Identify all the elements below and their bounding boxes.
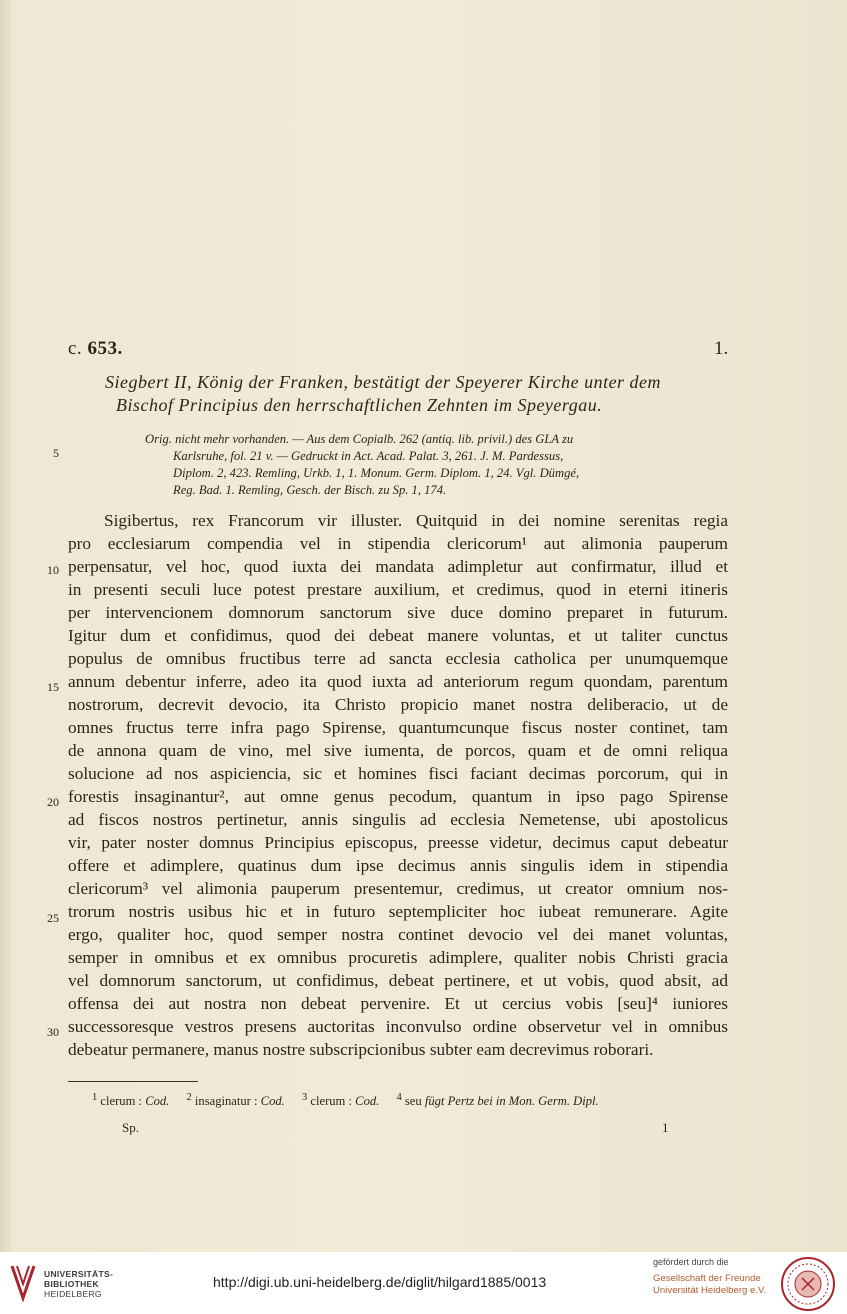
footnote-text: clerum : [100, 1094, 143, 1109]
body-line: annum debentur inferre, adeo ita quod iuxta ad anteriorum regum quondam, parentum [68, 672, 728, 691]
body-line: vel domnorum sanctorum, ut confidimus, debeat pertinere, et ut vobis, quod absit, ad [68, 971, 728, 990]
footnote-source: Cod. [355, 1094, 380, 1109]
body-line: Igitur dum et confidimus, quod dei debeat manere voluntas, et ut taliter cunctus [68, 626, 728, 645]
footnote-source: Cod. [260, 1094, 285, 1109]
footnote-text: clerum : [310, 1094, 353, 1109]
body-line: populus de omnibus fructibus terre ad sancta ecclesia catholica per unumquemque [68, 649, 728, 668]
library-name-line: UNIVERSITÄTS- [44, 1269, 114, 1279]
footnote-text: insaginatur : [194, 1094, 258, 1109]
body-line: semper in omnibus et ex omnibus procuretis adimplere, qualiter nobis Christi gracia [68, 948, 728, 967]
sponsor-label: gefördert durch die [653, 1257, 729, 1267]
signature-mark: Sp. [122, 1120, 139, 1135]
body-line: Sigibertus, rex Francorum vir illuster. Quitquid in dei nomine serenitas regia [104, 511, 728, 530]
library-logo-icon[interactable] [9, 1262, 37, 1302]
body-line: omnes fructus terre infra pago Spirense, quantumcunque fiscus noster continet, tam [68, 718, 728, 737]
body-line: nostrorum, decrevit devocio, ita Christo propicio manet nostra deliberacio, ut de [68, 695, 728, 714]
charter-number: 653. [87, 338, 123, 359]
body-line: in presenti seculi luce potest prestare auxilium, et credimus, quod in eterni itineris [68, 580, 728, 599]
university-seal-icon[interactable] [780, 1256, 836, 1312]
footnote-mark: 2 [186, 1092, 192, 1103]
source-note-4: Reg. Bad. 1. Remling, Gesch. der Bisch. zu Sp. 1, 174. [173, 483, 447, 497]
sponsor-name-line: Gesellschaft der Freunde [653, 1273, 761, 1284]
line-number-30: 30 [47, 1025, 59, 1039]
footnote-source: fügt Pertz bei in Mon. Germ. Dipl. [424, 1094, 599, 1109]
footnotes [92, 1092, 599, 1109]
line-number-5: 5 [53, 446, 59, 460]
charter-prefix: c. [68, 338, 83, 359]
title-line-1: Siegbert II, König der Franken, bestätigt der Speyerer Kirche unter dem [105, 372, 662, 392]
library-name [44, 1269, 113, 1299]
source-note-3: Diplom. 2, 423. Remling, Urkb. 1, 1. Monum. Germ. Diplom. 1, 24. Vgl. Dümgé, [173, 466, 580, 480]
body-line: ergo, qualiter hoc, quod semper nostra continet devocio vel dei manet voluntas, [68, 925, 728, 944]
body-line: ad fiscos nostros pertinetur, annis singulis ad ecclesia Nemetense, ubi apostolicus [68, 810, 728, 829]
line-number-10: 10 [47, 563, 59, 577]
body-line: trorum nostris usibus hic et in futuro septempliciter hoc iubeat remunerare. Agite [68, 902, 728, 921]
line-number-25: 25 [47, 911, 59, 925]
footnote-rule [68, 1081, 198, 1082]
charter-date [68, 338, 123, 360]
source-note-1: Orig. nicht mehr vorhanden. — Aus dem Copialb. 262 (antiq. lib. privil.) des GLA zu [145, 432, 574, 446]
footnote-mark: 1 [92, 1092, 98, 1103]
body-line: clericorum³ vel alimonia pauperum presentemur, credimus, ut creator omnium nos- [68, 879, 728, 898]
library-name-line: HEIDELBERG [44, 1289, 102, 1299]
body-line: offere et adimplere, quatinus dum ipse decimus annis singulis idem in stipendia [68, 856, 728, 875]
body-line: debeatur permanere, manus nostre subscripcionibus subter eam decrevimus roborari. [68, 1040, 654, 1059]
viewer-footer [0, 1252, 847, 1314]
source-note-2: Karlsruhe, fol. 21 v. — Gedruckt in Act. Acad. Palat. 3, 261. J. M. Pardessus, [173, 449, 564, 463]
footnote-mark: 3 [301, 1092, 308, 1103]
body-line: de annona quam de vino, mel sive iumenta, de porcos, quam et de omni reliqua [68, 741, 728, 760]
signature-number: 1 [662, 1120, 669, 1135]
body-line: successoresque vestros presens auctoritas inconvulso ordine observetur vel in omnibus [68, 1017, 728, 1036]
body-line: pro ecclesiarum compendia vel in stipendia clericorum¹ aut alimonia pauperum [68, 534, 728, 553]
title-line-2: Bischof Principius den herrschaftlichen Zehnten im Speyergau. [116, 395, 603, 415]
permalink-url[interactable]: http://digi.ub.uni-heidelberg.de/diglit/hilgard1885/0013 [213, 1274, 547, 1290]
body-line: vir, pater noster domnus Principius episcopus, preesse videtur, decimus caput debeatur [68, 833, 728, 852]
body-line: perpensatur, vel hoc, quod iuxta dei mandata adimpletur aut confirmatur, illud et [68, 557, 728, 576]
body-line: forestis insaginantur², aut omne genus pecodum, quantum in ipso pago Spirense [68, 787, 728, 806]
line-number-20: 20 [47, 795, 59, 809]
sponsor-name-line: Universität Heidelberg e.V. [653, 1285, 767, 1296]
body-line: per intervencionem domnorum sanctorum sive duce domino preparet in futurum. [68, 603, 728, 622]
footnote-mark: 4 [396, 1092, 402, 1103]
library-name-line: BIBLIOTHEK [44, 1279, 99, 1289]
document-number: 1. [714, 338, 729, 359]
footnote-text: seu [404, 1094, 422, 1109]
line-number-15: 15 [47, 680, 59, 694]
body-line: solucione ad nos aspiciencia, sic et homines fisci faciant decimas porcorum, qui in [68, 764, 728, 783]
body-line: offensa dei aut nostra non debeat pervenire. Et ut cercius vobis [seu]⁴ iuniores [68, 994, 728, 1013]
footnote-source: Cod. [145, 1094, 170, 1109]
sponsor-name[interactable] [653, 1273, 766, 1297]
